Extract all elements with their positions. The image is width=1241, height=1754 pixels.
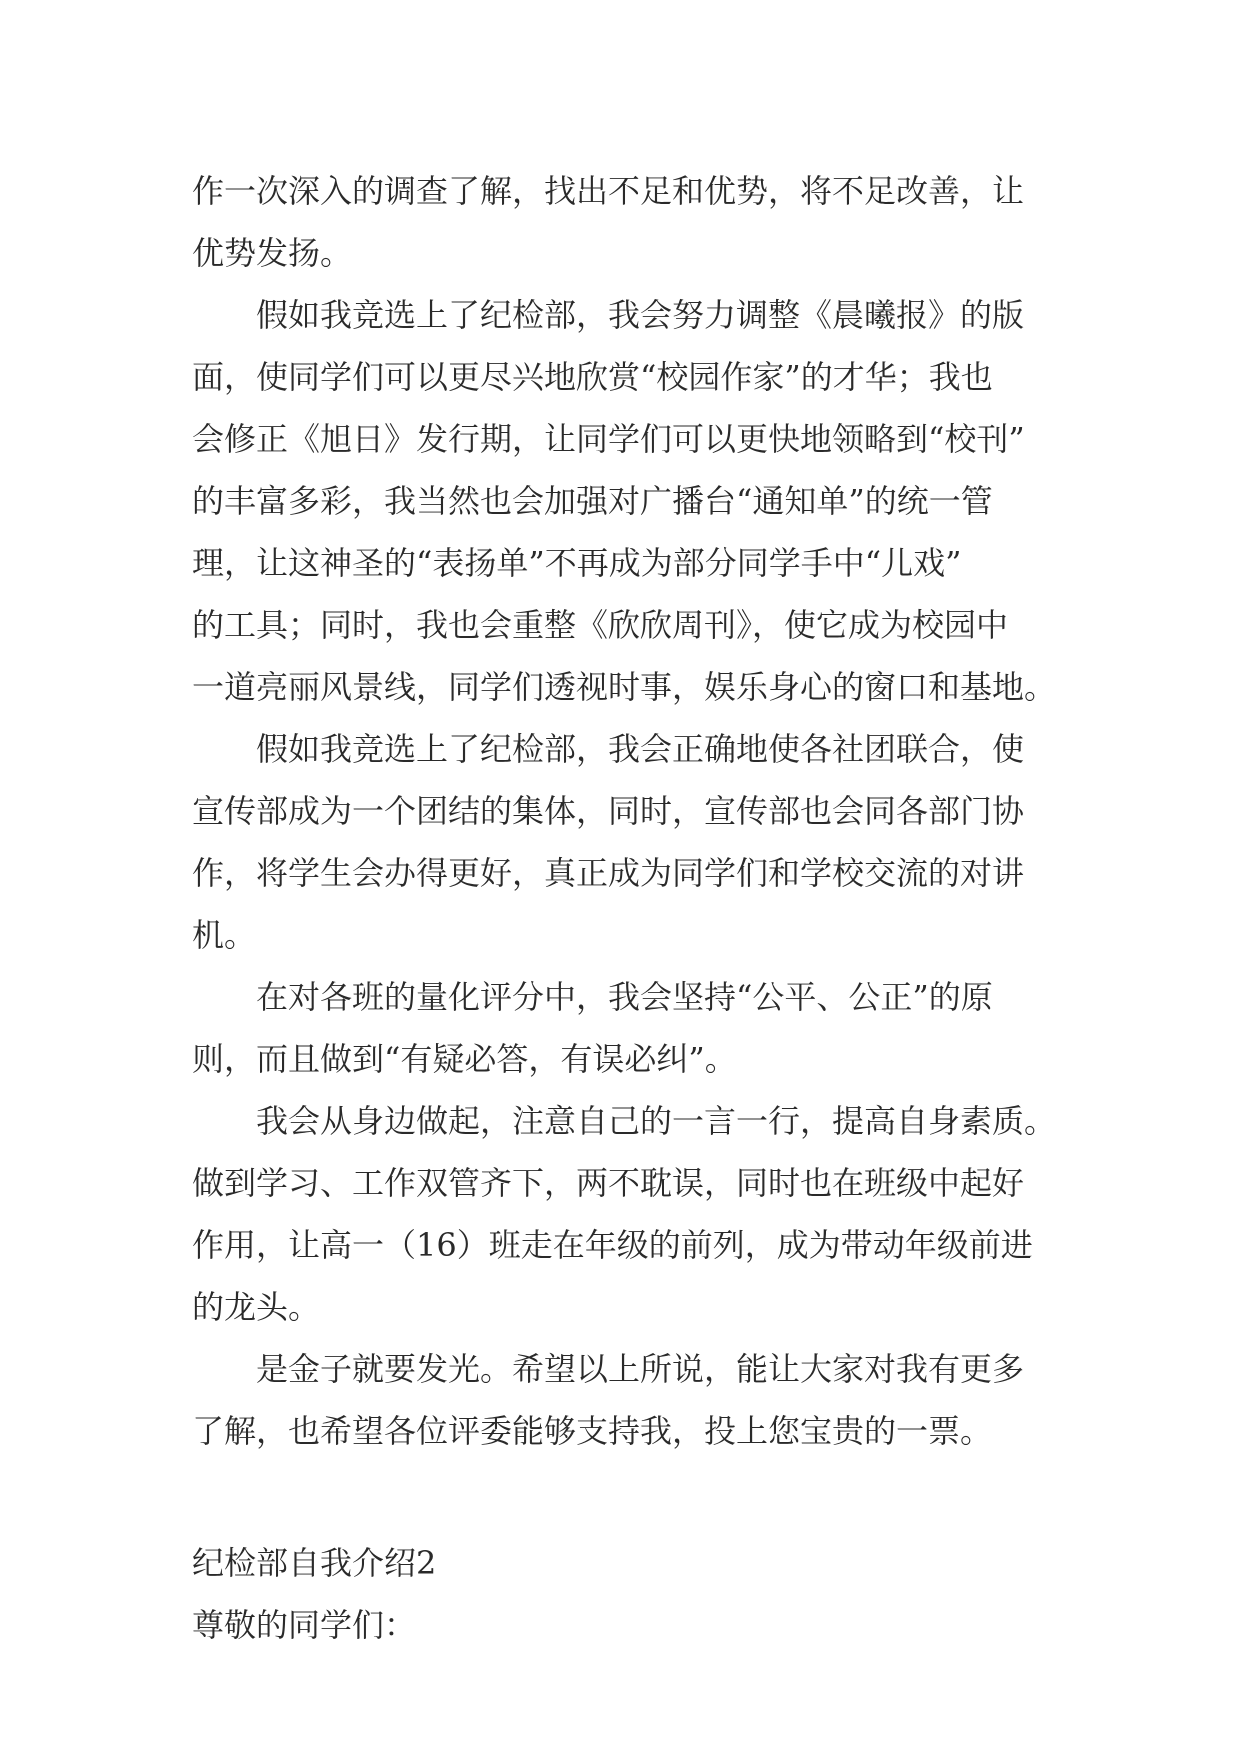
continuation-paragraph <box>192 160 1052 284</box>
salutation: 尊敬的同学们： <box>192 1606 417 1644</box>
section-spacer <box>192 1462 1052 1532</box>
text-line: 宣传部成为一个团结的集体，同时，宣传部也会同各部门协 <box>192 792 1025 830</box>
text-line: 会修正《旭日》发行期，让同学们可以更快地领略到“校刊” <box>192 420 1025 458</box>
paragraph-fair-scoring <box>192 966 1052 1090</box>
text-line: 一道亮丽风景线，同学们透视时事，娱乐身心的窗口和基地。 <box>192 668 1057 706</box>
paragraph-self-improvement <box>192 1090 1057 1338</box>
text-line: 在对各班的量化评分中，我会坚持“公平、公正”的原 <box>256 978 993 1016</box>
text-line: 作一次深入的调查了解，找出不足和优势，将不足改善，让 <box>192 172 1025 210</box>
text-line: 则，而且做到“有疑必答，有误必纠”。 <box>192 1040 737 1078</box>
text-line: 作，将学生会办得更好，真正成为同学们和学校交流的对讲 <box>192 854 1025 892</box>
text-line: 面，使同学们可以更尽兴地欣赏“校园作家”的才华；我也 <box>192 358 993 396</box>
text-line: 机。 <box>192 916 257 954</box>
text-line: 是金子就要发光。希望以上所说，能让大家对我有更多 <box>256 1350 1025 1388</box>
text-line: 理，让这神圣的“表扬单”不再成为部分同学手中“儿戏” <box>192 544 962 582</box>
document-body <box>192 160 1057 1656</box>
text-line: 我会从身边做起，注意自己的一言一行，提高自身素质。 <box>256 1102 1057 1140</box>
text-line: 假如我竞选上了纪检部，我会努力调整《晨曦报》的版 <box>256 296 1025 334</box>
paragraph-newspaper-plans <box>192 284 1057 718</box>
text-line: 做到学习、工作双管齐下，两不耽误，同时也在班级中起好 <box>192 1164 1025 1202</box>
section-title: 纪检部自我介绍2 <box>192 1544 437 1582</box>
paragraph-closing <box>192 1338 1052 1462</box>
text-line: 的龙头。 <box>192 1288 321 1326</box>
text-line: 的丰富多彩，我当然也会加强对广播台“通知单”的统一管 <box>192 482 993 520</box>
text-line: 了解，也希望各位评委能够支持我，投上您宝贵的一票。 <box>192 1412 993 1450</box>
text-line: 的工具；同时，我也会重整《欣欣周刊》，使它成为校园中 <box>192 606 1009 644</box>
text-line: 假如我竞选上了纪检部，我会正确地使各社团联合，使 <box>256 730 1025 768</box>
text-line: 作用，让高一（16）班走在年级的前列，成为带动年级前进 <box>192 1226 1033 1264</box>
text-line: 优势发扬。 <box>192 234 353 272</box>
paragraph-club-unity <box>192 718 1052 966</box>
